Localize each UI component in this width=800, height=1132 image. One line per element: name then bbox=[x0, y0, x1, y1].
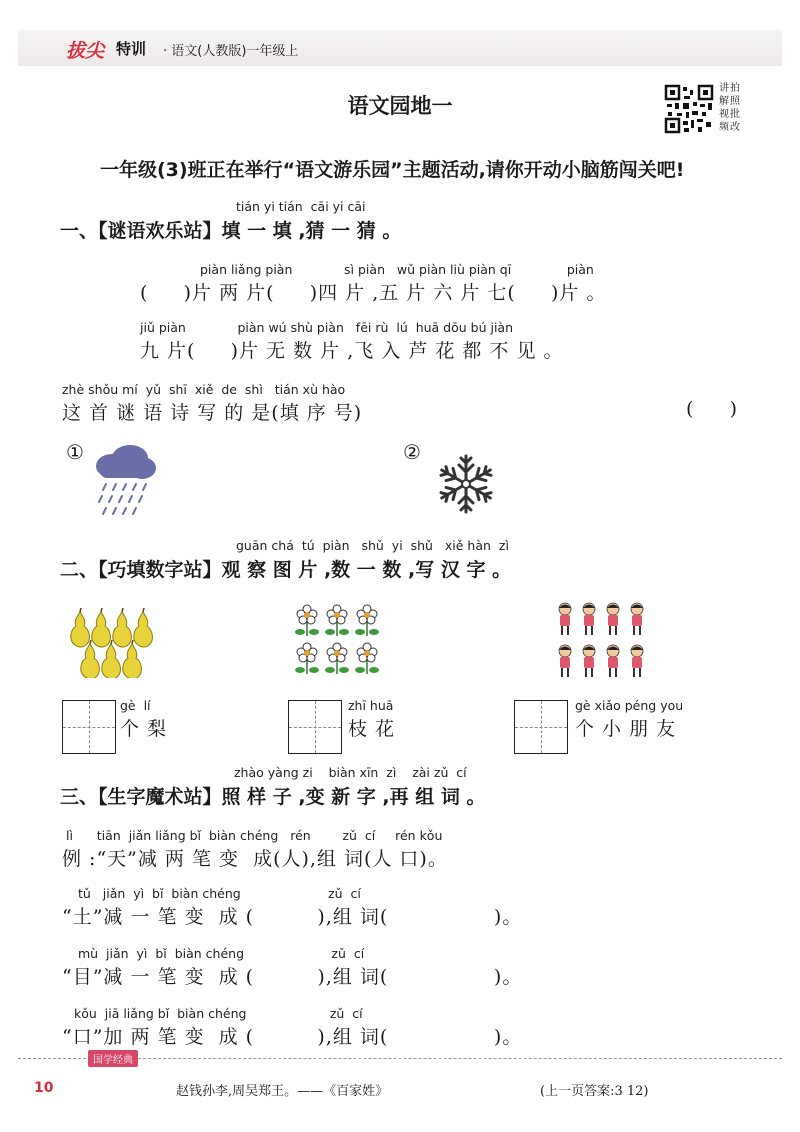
section1-heading: 一、【谜语欢乐站】填 一 填 ,猜 一 猜 。 bbox=[60, 220, 402, 242]
subject-label: · 语文(人教版)一年级上 bbox=[163, 44, 299, 59]
page-number: 10 bbox=[34, 1080, 54, 1096]
section3-heading-pinyin: zhào yàng zi biàn xīn zì zài zǔ cí bbox=[234, 765, 467, 780]
example-pinyin: lì tiān jiǎn liǎng bǐ biàn chéng rén zǔ cí rén kǒu bbox=[66, 828, 443, 843]
section2-heading-pinyin: guān chá tú piàn shǔ yi shǔ xiě hàn zì bbox=[236, 538, 509, 553]
pears-pinyin: gè lí bbox=[120, 698, 151, 713]
section2-heading: 二、【巧填数字站】观 察 图 片 ,数 一 数 ,写 汉 字 。 bbox=[60, 559, 512, 581]
page-title: 语文园地一 bbox=[347, 94, 453, 118]
footer-answer: (上一页答案:3 12) bbox=[540, 1084, 649, 1099]
question-pinyin: zhè shǒu mí yǔ shī xiě de shì tián xù hào bbox=[62, 382, 346, 397]
children-label: 个 小 朋 友 bbox=[575, 718, 677, 740]
section3-heading: 三、【生字魔术站】照 样 子 ,变 新 字 ,再 组 词 。 bbox=[60, 786, 486, 808]
children-pinyin: gè xiǎo péng you bbox=[575, 698, 684, 713]
children-picture bbox=[554, 600, 650, 680]
q1-pinyin: tǔ jiǎn yì bǐ biàn chéng zǔ cí bbox=[78, 886, 361, 901]
answer-blank[interactable]: ( ) bbox=[686, 398, 739, 420]
answer-grid-flowers[interactable] bbox=[288, 700, 342, 754]
answer-grid-pears[interactable] bbox=[62, 700, 116, 754]
section1-heading-pinyin: tián yi tián cāi yi cāi bbox=[236, 199, 366, 214]
qr-code-icon[interactable] bbox=[664, 84, 714, 134]
q3-line[interactable]: “口”加 两 笔 变 成 ( ),组 词( )。 bbox=[62, 1026, 523, 1048]
brand-logo-sub: 特训 bbox=[116, 40, 147, 58]
riddle-line1-pinyin: piàn liǎng piàn sì piàn wǔ piàn liù piàn qī piàn bbox=[200, 262, 594, 277]
flowers-label: 枝 花 bbox=[348, 718, 396, 740]
q3-pinyin: kǒu jiā liǎng bǐ biàn chéng zǔ cí bbox=[74, 1006, 363, 1021]
answer-grid-children[interactable] bbox=[514, 700, 568, 754]
example-line: 例 :“天”减 两 笔 变 成(人),组 词(人 口)。 bbox=[62, 848, 448, 870]
flowers-pinyin: zhī huā bbox=[348, 698, 394, 713]
riddle-line2-pinyin: jiǔ piàn piàn wú shù piàn fēi rù lú huā dōu bú jiàn bbox=[140, 320, 514, 335]
intro-text: 一年级(3)班正在举行“语文游乐园”主题活动,请你开动小脑筋闯关吧! bbox=[100, 159, 685, 181]
riddle-line1: ( )片 两 片( )四 片 ,五 片 六 片 七( )片 。 bbox=[140, 282, 607, 304]
footer-tag: 国学经典 bbox=[88, 1050, 138, 1067]
question-text: 这 首 谜 语 诗 写 的 是(填 序 号) bbox=[62, 402, 363, 424]
riddle-line2: 九 片( )片 无 数 片 ,飞 入 芦 花 都 不 见 。 bbox=[140, 340, 564, 362]
q1-line[interactable]: “土”减 一 笔 变 成 ( ),组 词( )。 bbox=[62, 906, 523, 928]
pears-picture bbox=[68, 608, 158, 678]
qr-caption: 讲拍 解照 视批 频改 bbox=[719, 83, 741, 133]
q2-line[interactable]: “目”减 一 笔 变 成 ( ),组 词( )。 bbox=[62, 966, 523, 988]
q2-pinyin: mù jiǎn yì bǐ biàn chéng zǔ cí bbox=[78, 946, 365, 961]
flowers-picture bbox=[292, 602, 388, 678]
brand-logo: 拔尖 bbox=[66, 40, 105, 62]
option-2-label: ② bbox=[403, 440, 421, 464]
footer-quote: 赵钱孙李,周吴郑王。——《百家姓》 bbox=[176, 1084, 389, 1099]
pears-label: 个 梨 bbox=[120, 718, 168, 740]
option-1-label: ① bbox=[66, 440, 84, 464]
snowflake-icon bbox=[434, 452, 498, 516]
rain-cloud-icon bbox=[92, 444, 158, 524]
